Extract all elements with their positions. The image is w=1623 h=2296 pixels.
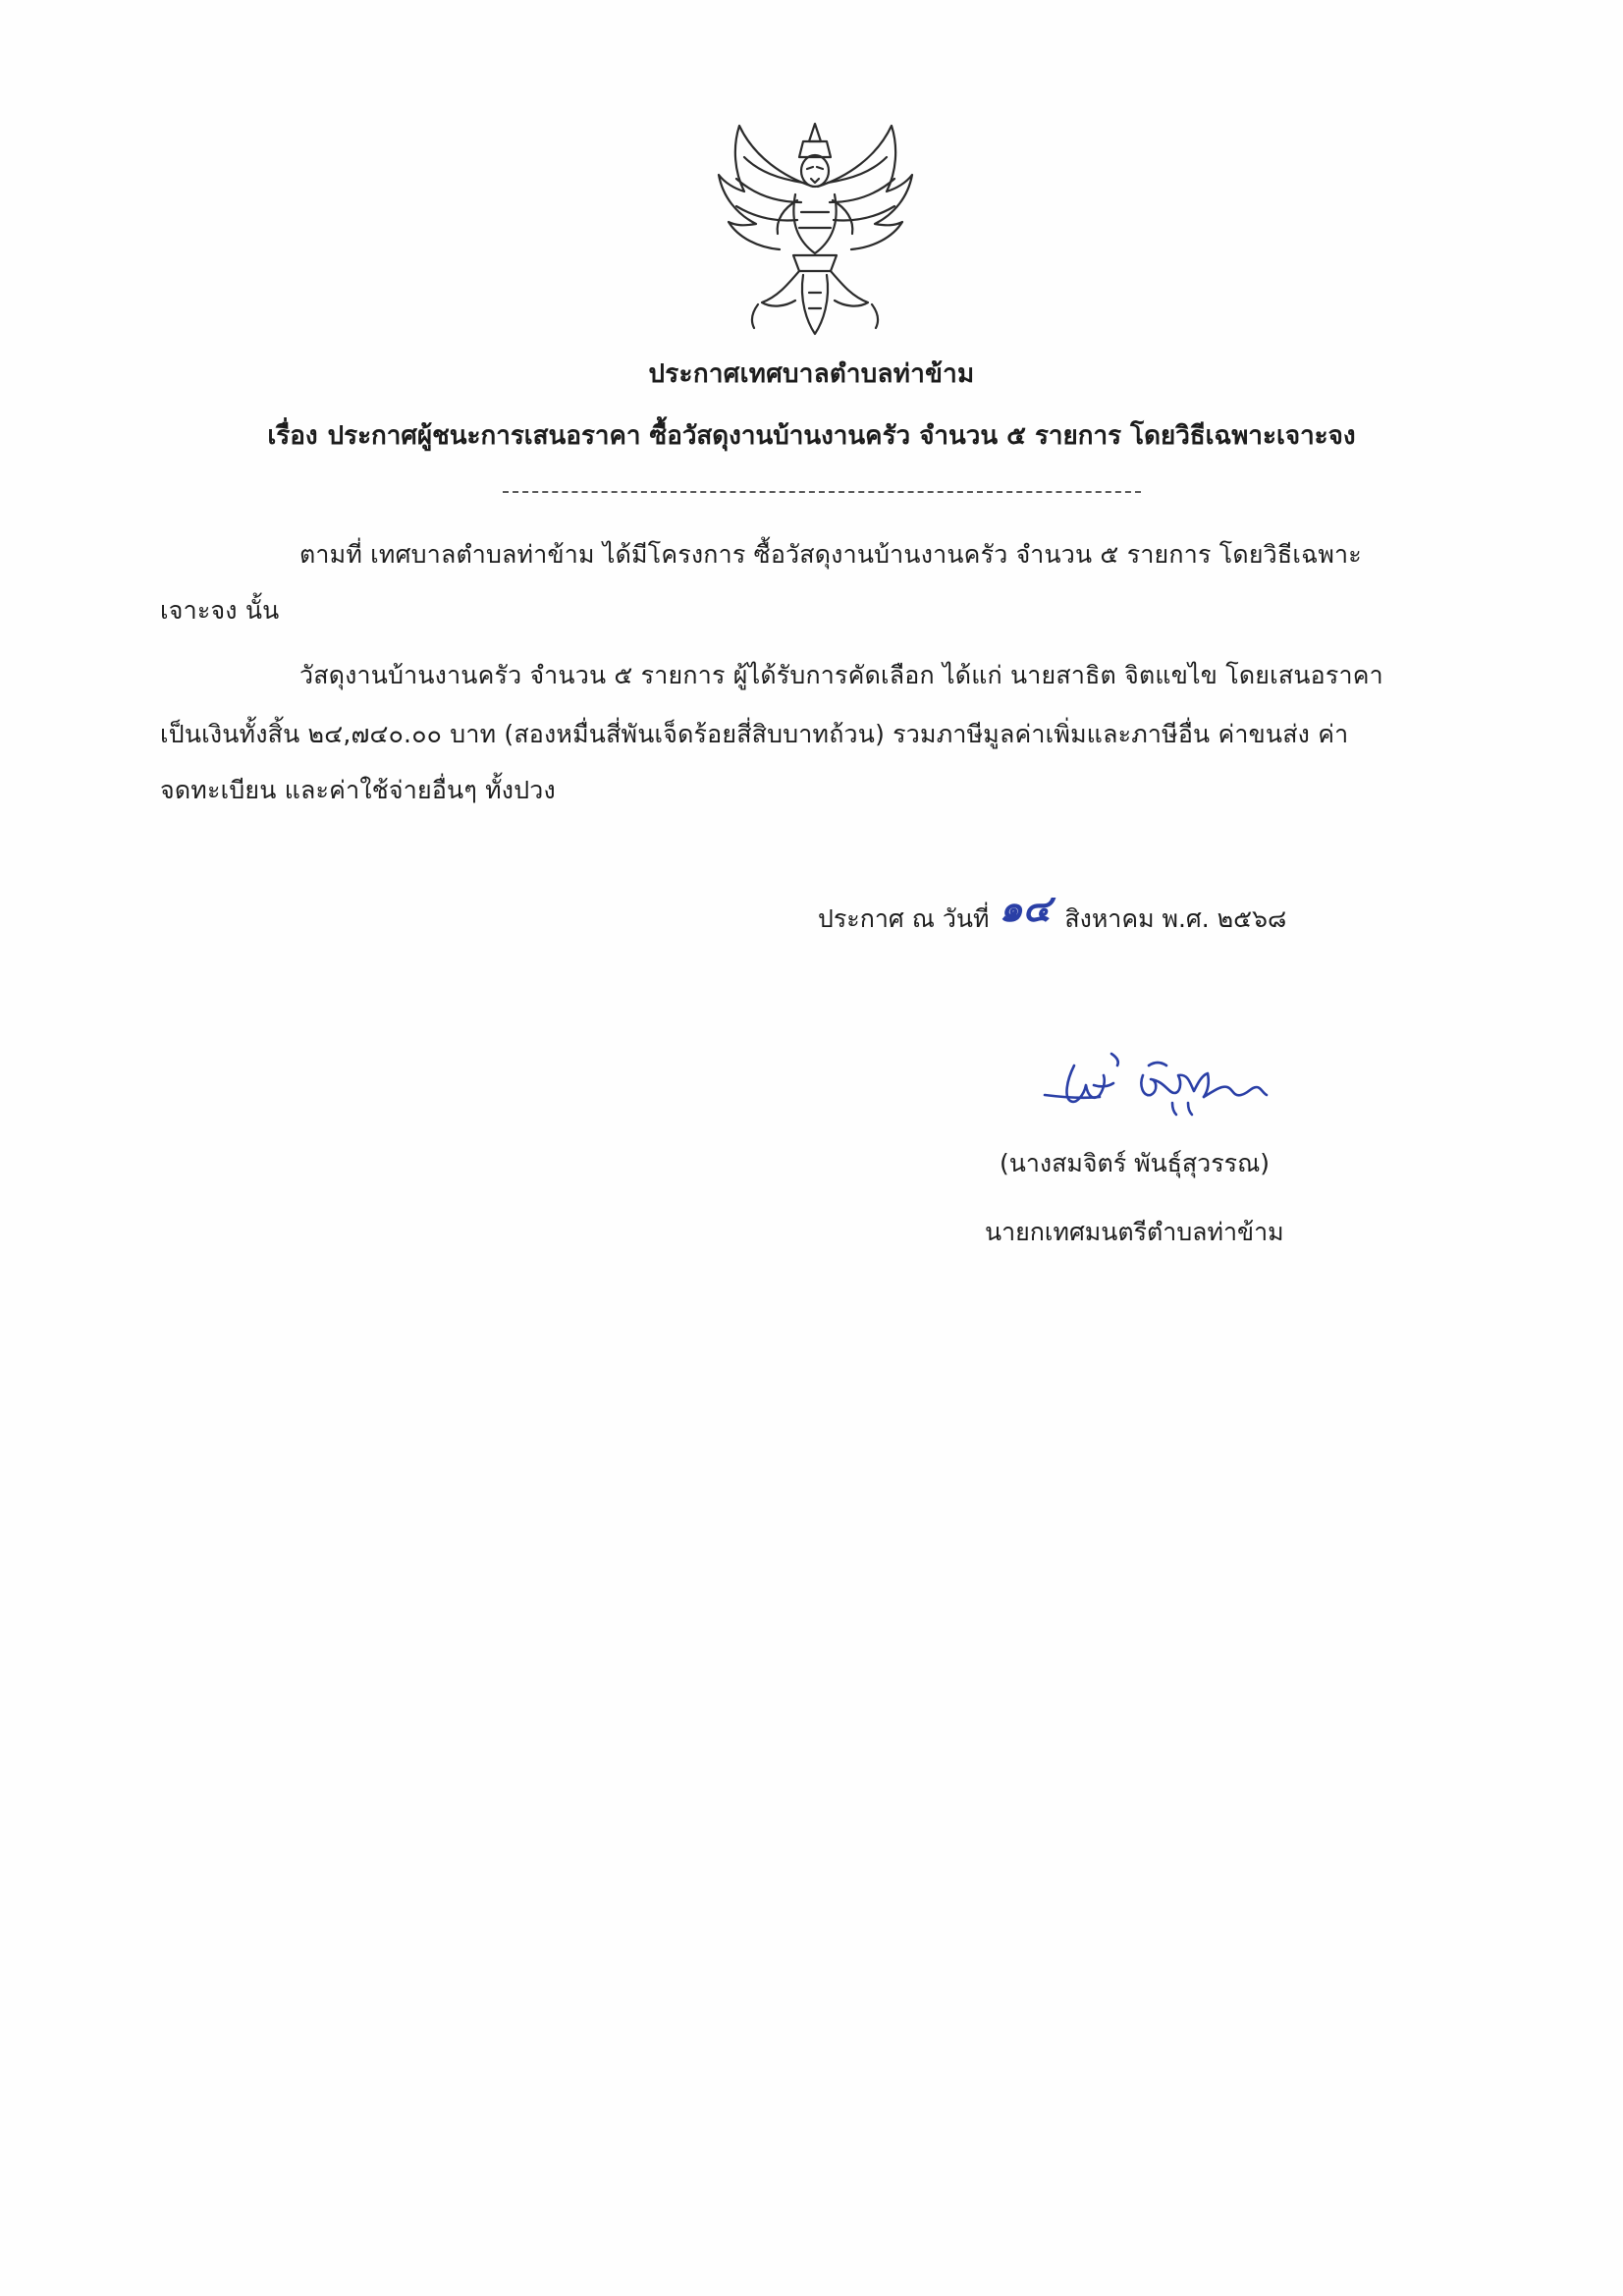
- dashed-divider: [503, 491, 1141, 493]
- garuda-emblem-icon: [715, 118, 916, 339]
- paragraph-2-line-1: วัสดุงานบ้านงานครัว จำนวน ๕ รายการ ผู้ได้รับการคัดเลือก ได้แก่ นายสาธิต จิตแขไข โดยเสนอราคา: [299, 661, 1383, 689]
- announcement-date: [818, 884, 1286, 944]
- handwritten-signature: [1041, 1046, 1286, 1124]
- date-prefix: ประกาศ ณ วันที่: [818, 904, 990, 933]
- date-day-handwritten: ๑๔: [999, 886, 1052, 930]
- paragraph-2-line-3: จดทะเบียน และค่าใช้จ่ายอื่นๆ ทั้งปวง: [160, 776, 556, 804]
- paragraph-1-line-1: ตามที่ เทศบาลตำบลท่าข้าม ได้มีโครงการ ซื้อวัสดุงานบ้านงานครัว จำนวน ๕ รายการ โดยวิธีเฉพาะ: [299, 540, 1362, 569]
- subject-label: เรื่อง: [267, 421, 318, 451]
- issuer-heading: ประกาศเทศบาลตำบลท่าข้าม: [648, 359, 975, 389]
- paragraph-1-line-2: เจาะจง นั้น: [160, 596, 280, 625]
- signer-name: (นางสมจิตร์ พันธุ์สุวรรณ): [1000, 1149, 1271, 1177]
- date-month-year: สิงหาคม พ.ศ. ๒๕๖๘: [1064, 904, 1287, 933]
- paragraph-2-line-2: เป็นเงินทั้งสิ้น ๒๔,๗๔๐.๐๐ บาท (สองหมื่นสี่พันเจ็ดร้อยสี่สิบบาทถ้วน) รวมภาษีมูลค่าเพิ่มและภาษีอื่น ค่าขนส่ง ค่า: [160, 720, 1349, 748]
- subject-line: [0, 415, 1623, 456]
- signer-position: นายกเทศมนตรีตำบลท่าข้าม: [985, 1218, 1284, 1246]
- subject-text: ประกาศผู้ชนะการเสนอราคา ซื้อวัสดุงานบ้านงานครัว จำนวน ๕ รายการ โดยวิธีเฉพาะเจาะจง: [327, 421, 1356, 451]
